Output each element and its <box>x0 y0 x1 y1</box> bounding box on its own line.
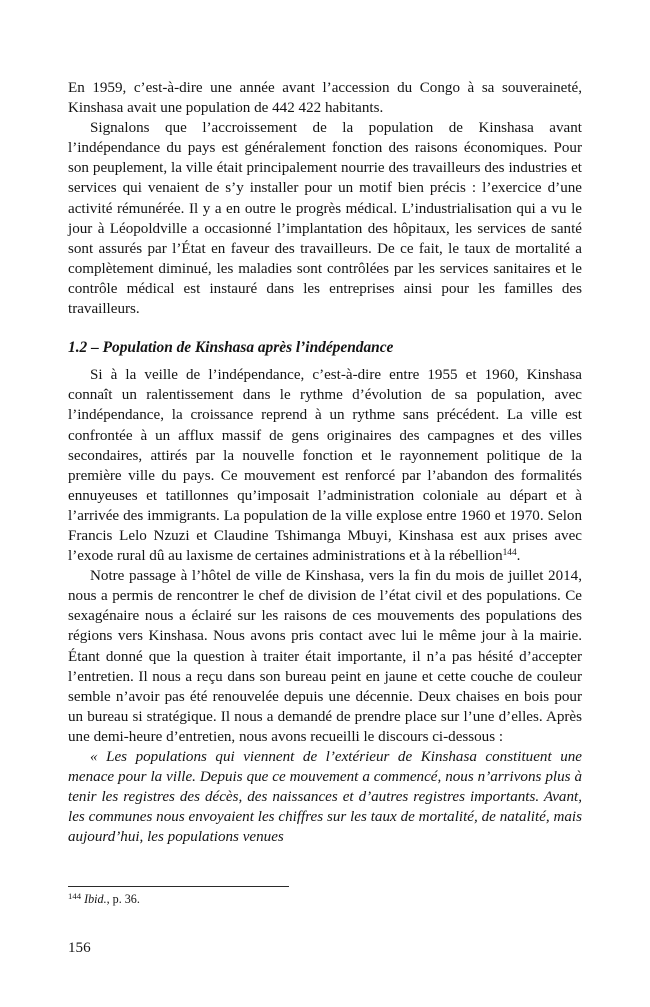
spacer-after-heading <box>68 358 582 365</box>
footnote-reference-144[interactable]: 144 <box>502 548 517 559</box>
page-content <box>68 78 582 847</box>
spacer-before-heading <box>68 319 582 338</box>
blockquote-interview: « Les populations qui viennent de l’extérieur de Kinshasa constituent une menace pour la ville. Depuis que ce mouvement a commencé, nous n’arrivons plus à tenir les registres des décès, des naissances et d’autres registres importants. Avant, les communes nous envoyaient les chiffres sur les taux de mortalité, de natalité, mais aujourd’hui, les populations venues <box>68 749 582 846</box>
paragraph-notre-passage: Notre passage à l’hôtel de ville de Kinshasa, vers la fin du mois de juillet 2014, nous a permis de rencontrer le chef de division de l’état civil et des populations. Ce sexagénaire nous a éclairé sur les raisons de ces mouvements des populations des régions vers Kinshasa. Nous avons pris contact avec lui le même jour à la mairie. Étant donné que la question à traiter était importante, il n’a pas hésité d’accepter l’entretien. Il nous a reçu dans son bureau peint en jaune et cette couche de couleur semble n’avoir pas été renouvelée depuis une décennie. Deux chaises en bois pour un bureau si stratégique. Il nous a demandé de prendre place sur l’une d’elles. Après une demi-heure d’entretien, nous avons recueilli le discours ci-dessous : <box>68 568 582 745</box>
page-number: 156 <box>68 940 91 956</box>
footnote-area <box>68 886 582 907</box>
paragraph-veille-tail: . <box>516 548 521 565</box>
footnote-144 <box>68 892 582 907</box>
paragraph-signalons: Signalons que l’accroissement de la population de Kinshasa avant l’indépendance du pays est généralement fonction des raisons économiques. Pour son peuplement, la ville était principalement nourrie des travailleurs des industries et services qui venaient de s’y installer pour un motif bien précis : l’exercice d’une activité rémunérée. Il y a en outre le progrès médical. L’industrialisation qui a vu le jour à Léopoldville a occasionné l’implantation des hôpitaux, les services de santé sont assurés par l’État en faveur des travailleurs. De ce fait, le taux de mortalité a complètement diminué, les maladies sont contrôlées par les services sanitaires et le contrôle médical est instauré dans les entreprises ainsi pour les familles des travailleurs. <box>68 120 582 318</box>
footnote-number: 144 <box>68 891 82 902</box>
footnote-page-ref: , p. 36. <box>106 892 140 906</box>
footnote-separator-rule <box>68 886 289 887</box>
section-heading: 1.2 – Population de Kinshasa après l’indépendance <box>68 339 394 357</box>
paragraph-veille-text: Si à la veille de l’indépendance, c’est-à-dire entre 1955 et 1960, Kinshasa connaît un ralentissement dans le rythme d’évolution de sa population, avec l’indépendance, la croissance reprend à un rythme sans précédent. La ville est confrontée à un afflux massif de gens originaires des campagnes et des villes secondaires, attirés par la nouvelle fonction et le rayonnement politique de la première ville du pays. Ce mouvement est renforcé par l’abandon des formalités ennuyeuses et tatillonnes qu’imposait l’administration coloniale au départ et à l’arrivée des immigrants. La population de la ville explose entre 1960 et 1970. Selon Francis Lelo Nzuzi et Claudine Tshimanga Mbuyi, Kinshasa est aux prises avec l’exode rural dû au laxisme de certaines administrations et à la rébellion <box>68 367 582 565</box>
paragraph-veille-independance <box>68 365 582 566</box>
footnote-ibid: Ibid. <box>84 892 107 906</box>
paragraph-intro: En 1959, c’est-à-dire une année avant l’accession du Congo à sa souveraineté, Kinshasa avait une population de 442 422 habitants. <box>68 80 582 117</box>
